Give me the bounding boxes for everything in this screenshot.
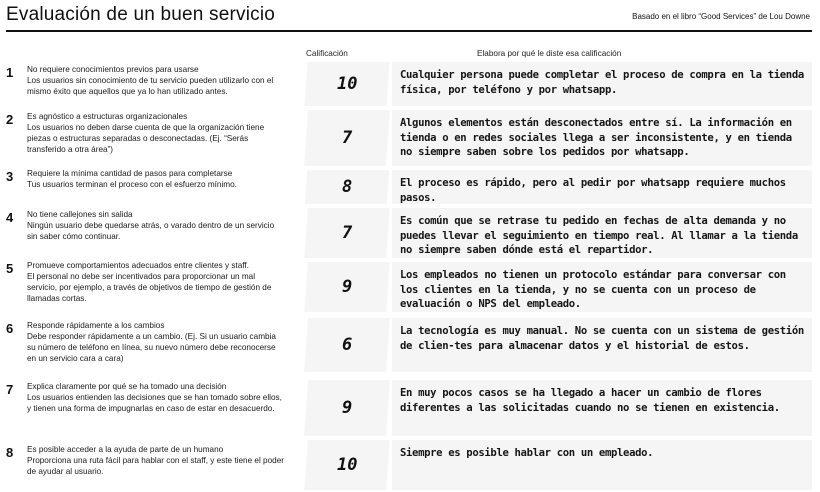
criterion-text (27, 260, 285, 304)
criterion-number: 3 (6, 169, 14, 184)
criterion-title: No tiene callejones sin salida (27, 210, 133, 219)
criterion-title: No requiere conocimientos previos para usarse (27, 65, 199, 74)
score-cell[interactable] (304, 440, 389, 490)
criterion-text (27, 168, 285, 190)
criterion-number: 8 (6, 445, 14, 460)
criterion-title: Es posible acceder a la ayuda de parte de un humano (27, 445, 224, 454)
score-cell[interactable] (304, 208, 389, 258)
score-value: 9 (341, 398, 353, 418)
score-value: 6 (341, 335, 353, 355)
page-title: Evaluación de un buen servicio (6, 4, 276, 25)
criterion-number: 5 (6, 261, 14, 276)
criterion-description: Los usuarios entienden las decisiones que se han tomado sobre ellos, y tienen una forma de impugnarlas en caso de estar en desacuerdo. (27, 393, 282, 413)
score-value: 10 (336, 455, 358, 475)
score-cell[interactable] (304, 110, 390, 166)
criterion-number: 1 (6, 65, 14, 80)
score-value: 8 (341, 177, 353, 197)
explanation-cell[interactable]: Cualquier persona puede completar el proceso de compra en la tienda física, por teléfono y por whatsapp. (392, 62, 812, 106)
criterion-title: Explica claramente por qué se ha tomado una decisión (27, 382, 227, 391)
score-cell[interactable] (304, 380, 390, 436)
criterion-title: Es agnóstico a estructuras organizacionales (27, 112, 188, 121)
criterion-number: 4 (6, 210, 14, 225)
criterion-text (27, 209, 285, 242)
score-cell[interactable] (304, 318, 390, 372)
criterion-text (27, 444, 285, 477)
score-value: 7 (341, 223, 353, 243)
criterion-text (27, 320, 285, 364)
criterion-description: El personal no debe ser incentivados para proporcionar un mal servicio, por ejemplo, a través de objetivos de tiempo de gestión de llamadas cortas. (27, 272, 272, 303)
criterion-number: 7 (6, 382, 14, 397)
criterion-title: Responde rápidamente a los cambios (27, 321, 165, 330)
explanation-cell[interactable]: Los empleados no tienen un protocolo estándar para conversar con los clientes en la tienda, y no se cuenta con un proceso de evaluación o NPS del empleado. (392, 262, 812, 312)
criterion-text (27, 111, 285, 155)
explanation-column-header: Elabora por qué le diste esa calificación (477, 49, 622, 58)
explanation-cell[interactable]: Siempre es posible hablar con un empleado. (392, 440, 812, 490)
explanation-cell[interactable]: La tecnología es muy manual. No se cuenta con un sistema de gestión de clien-tes para almacenar datos y el historial de estos. (392, 318, 812, 372)
source-note: Basado en el libro “Good Services” de Lou Downe (632, 12, 810, 21)
explanation-cell[interactable]: En muy pocos casos se ha llegado a hacer un cambio de flores diferentes a las solicitadas cuando no se tienen en existencia. (392, 380, 812, 436)
score-value: 7 (341, 128, 353, 148)
criterion-title: Requiere la mínima cantidad de pasos para completarse (27, 169, 233, 178)
criterion-text (27, 381, 285, 414)
criterion-text (27, 64, 285, 97)
criterion-description: Proporciona una ruta fácil para hablar con el staff, y este tiene el poder de ayudar al usuario. (27, 456, 285, 476)
criterion-description: Debe responder rápidamente a un cambio. (Ej. Si un usuario cambia su número de teléfono en línea, su nuevo número debe reconocerse en un servicio cara a cara) (27, 332, 276, 363)
score-cell[interactable] (304, 262, 389, 312)
criterion-description: Ningún usuario debe quedarse atrás, o varado dentro de un servicio sin saber cómo continuar. (27, 221, 275, 241)
score-cell[interactable] (304, 62, 389, 106)
explanation-cell[interactable]: Algunos elementos están desconectados entre sí. La información en tienda o en redes sociales llega a ser inconsistente, y en tienda no siempre saben sobre los pedidos por whatsapp. (392, 110, 812, 166)
score-column-header: Calificación (306, 49, 348, 58)
score-value: 9 (341, 277, 353, 297)
criterion-number: 6 (6, 321, 14, 336)
criterion-description: Los usuarios no deben darse cuenta de que la organización tiene piezas o estructuras separadas o desconectadas. (Ej. “Serás transferido a otra área”) (27, 123, 265, 154)
criterion-description: Los usuarios sin conocimiento de tu servicio pueden utilizarlo con el mismo éxito que aquellos que ya lo han utilizado antes. (27, 76, 274, 96)
explanation-cell[interactable]: Es común que se retrase tu pedido en fechas de alta demanda y no puedes llevar el seguimiento en tiempo real. Al llamar a la tienda no siempre saben dónde está el repartidor. (392, 208, 812, 258)
explanation-cell[interactable]: El proceso es rápido, pero al pedir por whatsapp requiere muchos pasos. (392, 170, 812, 204)
criterion-description: Tus usuarios terminan el proceso con el esfuerzo mínimo. (27, 180, 237, 189)
score-cell[interactable] (305, 170, 389, 204)
score-value: 10 (336, 74, 358, 94)
criterion-number: 2 (6, 112, 14, 127)
criterion-title: Promueve comportamientos adecuados entre clientes y staff. (27, 261, 249, 270)
